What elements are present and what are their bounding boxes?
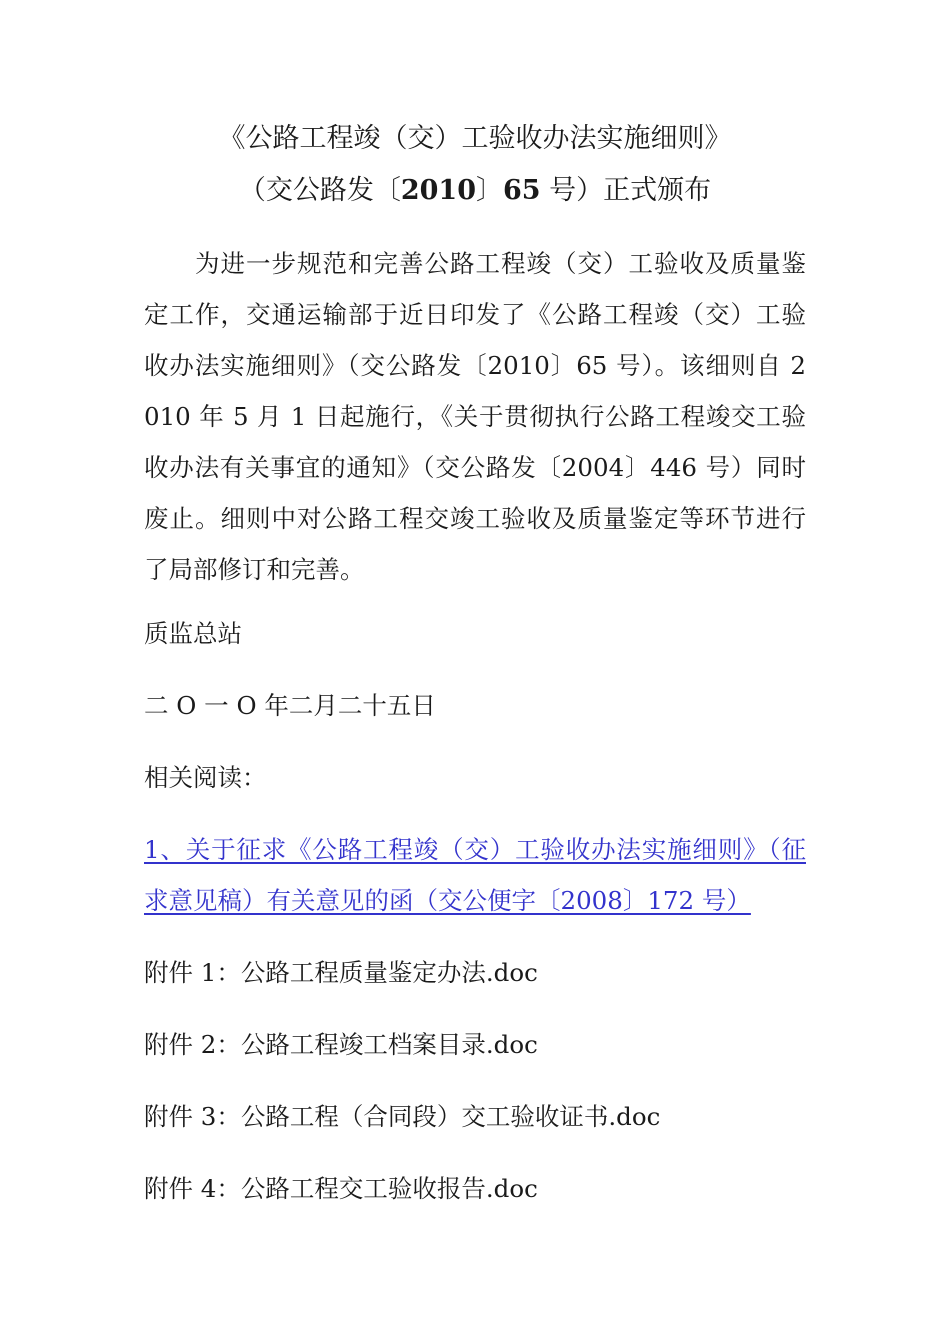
issuer-name: 质监总站 [144, 619, 242, 648]
document-title-line1: 《公路工程竣（交）工验收办法实施细则》 [218, 123, 732, 154]
attachment-item: 附件 1：公路工程质量鉴定办法.doc [144, 958, 538, 987]
title-doc-number-mid: 〕 [475, 175, 503, 206]
title-doc-number: 65 [502, 175, 541, 206]
related-link-text[interactable]: 1、关于征求《公路工程竣（交）工验收办法实施细则》（征 [144, 835, 806, 864]
related-link-text[interactable]: 求意见稿）有关意见的函（交公便字〔2008〕172 号） [144, 886, 751, 915]
title-doc-year: 2010 [400, 175, 476, 206]
issue-date: 二 O 一 O 年二月二十五日 [144, 691, 436, 720]
attachment-item: 附件 4：公路工程交工验收报告.doc [144, 1174, 538, 1203]
attachment-item: 附件 3：公路工程（合同段）交工验收证书.doc [144, 1102, 661, 1131]
title-doc-number-suffix: 号）正式颁布 [540, 175, 712, 206]
related-link-line[interactable] [144, 830, 806, 881]
body-line: 收办法有关事宜的通知》（交公路发〔2004〕446 号）同时 [144, 453, 806, 482]
body-line: 收办法实施细则》（交公路发〔2010〕65 号）。该细则自 2 [144, 351, 806, 380]
body-line: 010 年 5 月 1 日起施行，《关于贯彻执行公路工程竣交工验 [144, 402, 806, 431]
body-line: 为进一步规范和完善公路工程竣（交）工验收及质量鉴 [195, 249, 806, 278]
body-line: 定工作，交通运输部于近日印发了《公路工程竣（交）工验 [144, 300, 806, 329]
title-doc-number-prefix: （交公路发〔 [238, 175, 401, 206]
body-line: 了局部修订和完善。 [144, 555, 365, 584]
body-line: 废止。细则中对公路工程交竣工验收及质量鉴定等环节进行 [144, 504, 806, 533]
document-title-line2 [0, 174, 950, 208]
related-link[interactable] [144, 830, 806, 932]
body-paragraph [144, 244, 806, 601]
attachment-item: 附件 2：公路工程竣工档案目录.doc [144, 1030, 538, 1059]
related-link-line[interactable] [144, 881, 806, 932]
related-reading-heading: 相关阅读： [144, 763, 267, 792]
